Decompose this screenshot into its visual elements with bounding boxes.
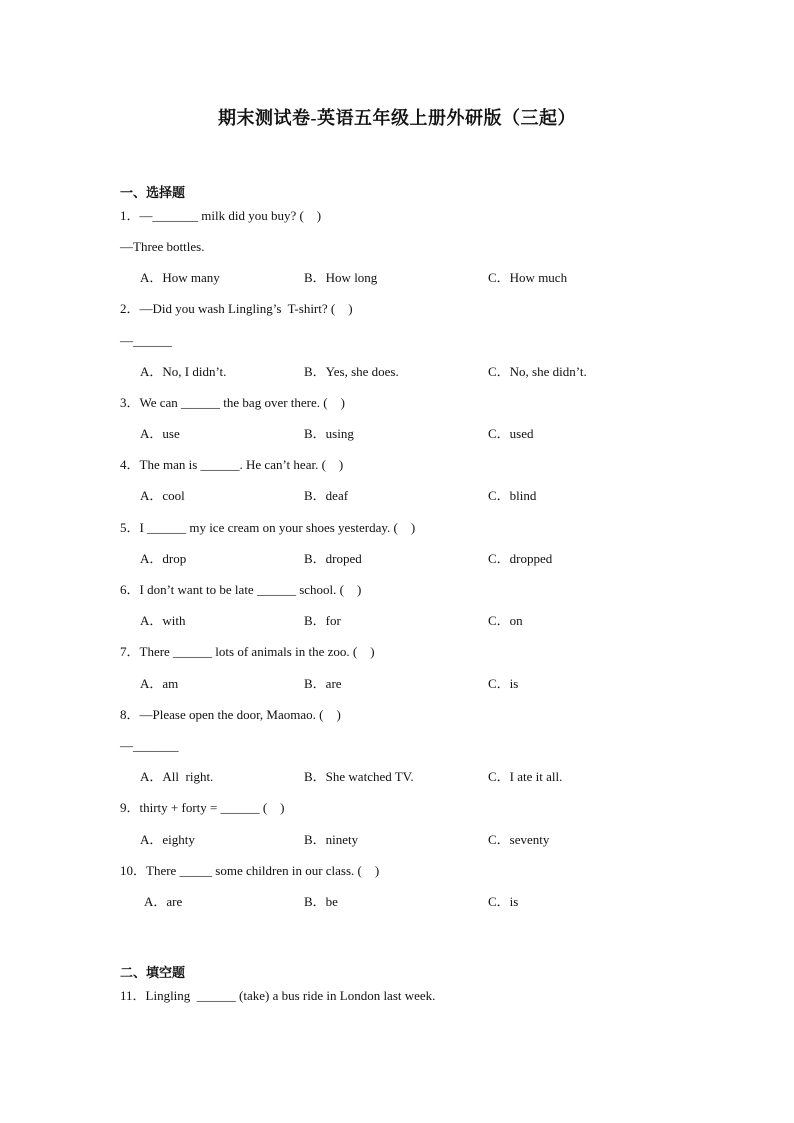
question-10: 10．There _____ some children in our class. ( ) xyxy=(120,863,380,878)
q7-option-b: B．are xyxy=(304,676,342,691)
question-9: 9．thirty + forty = ______ ( ) xyxy=(120,800,285,815)
q8-option-b: B．She watched TV. xyxy=(304,769,414,784)
q3-option-b: B．using xyxy=(304,426,354,441)
q8-option-c: C．I ate it all. xyxy=(488,769,563,784)
question-3: 3．We can ______ the bag over there. ( ) xyxy=(120,395,345,410)
q6-option-c: C．on xyxy=(488,613,523,628)
question-2: 2．—Did you wash Lingling’s T-shirt? ( ) xyxy=(120,301,353,316)
q4-option-c: C．blind xyxy=(488,488,537,503)
q5-option-b: B．droped xyxy=(304,551,362,566)
q9-option-a: A．eighty xyxy=(140,832,195,847)
question-8: 8．—Please open the door, Maomao. ( ) xyxy=(120,707,341,722)
q7-option-c: C．is xyxy=(488,676,519,691)
q5-option-c: C．dropped xyxy=(488,551,553,566)
section-heading-fill: 二、填空题 xyxy=(120,965,186,980)
q10-option-b: B．be xyxy=(304,894,338,909)
q10-option-a: A．are xyxy=(144,894,183,909)
q7-option-a: A．am xyxy=(140,676,179,691)
q3-option-c: C．used xyxy=(488,426,534,441)
q9-option-b: B．ninety xyxy=(304,832,359,847)
q2-option-c: C．No, she didn’t. xyxy=(488,364,587,379)
question-6: 6．I don’t want to be late ______ school. ( ) xyxy=(120,582,362,597)
question-1-answer-line: —Three bottles. xyxy=(120,239,205,254)
q10-option-c: C．is xyxy=(488,894,519,909)
question-1: 1．—_______ milk did you buy? ( ) xyxy=(120,208,322,223)
q6-option-a: A．with xyxy=(140,613,186,628)
q2-option-b: B．Yes, she does. xyxy=(304,364,399,379)
question-2-answer-line: —______ xyxy=(120,333,172,348)
q1-option-c: C．How much xyxy=(488,270,568,285)
question-11: 11．Lingling ______ (take) a bus ride in London last week. xyxy=(120,988,436,1003)
q5-option-a: A．drop xyxy=(140,551,187,566)
q8-option-a: A．All right. xyxy=(140,769,214,784)
q1-option-b: B．How long xyxy=(304,270,378,285)
q4-option-a: A．cool xyxy=(140,488,185,503)
q4-option-b: B．deaf xyxy=(304,488,349,503)
question-5: 5．I ______ my ice cream on your shoes yesterday. ( ) xyxy=(120,520,416,535)
page-title: 期末测试卷-英语五年级上册外研版（三起） xyxy=(218,108,576,128)
q3-option-a: A．use xyxy=(140,426,180,441)
q6-option-b: B．for xyxy=(304,613,341,628)
question-7: 7．There ______ lots of animals in the zoo. ( ) xyxy=(120,644,375,659)
section-heading-choice: 一、选择题 xyxy=(120,185,186,200)
question-8-answer-line: —_______ xyxy=(120,738,179,753)
q1-option-a: A．How many xyxy=(140,270,220,285)
question-4: 4．The man is ______. He can’t hear. ( ) xyxy=(120,457,344,472)
q9-option-c: C．seventy xyxy=(488,832,550,847)
q2-option-a: A．No, I didn’t. xyxy=(140,364,227,379)
